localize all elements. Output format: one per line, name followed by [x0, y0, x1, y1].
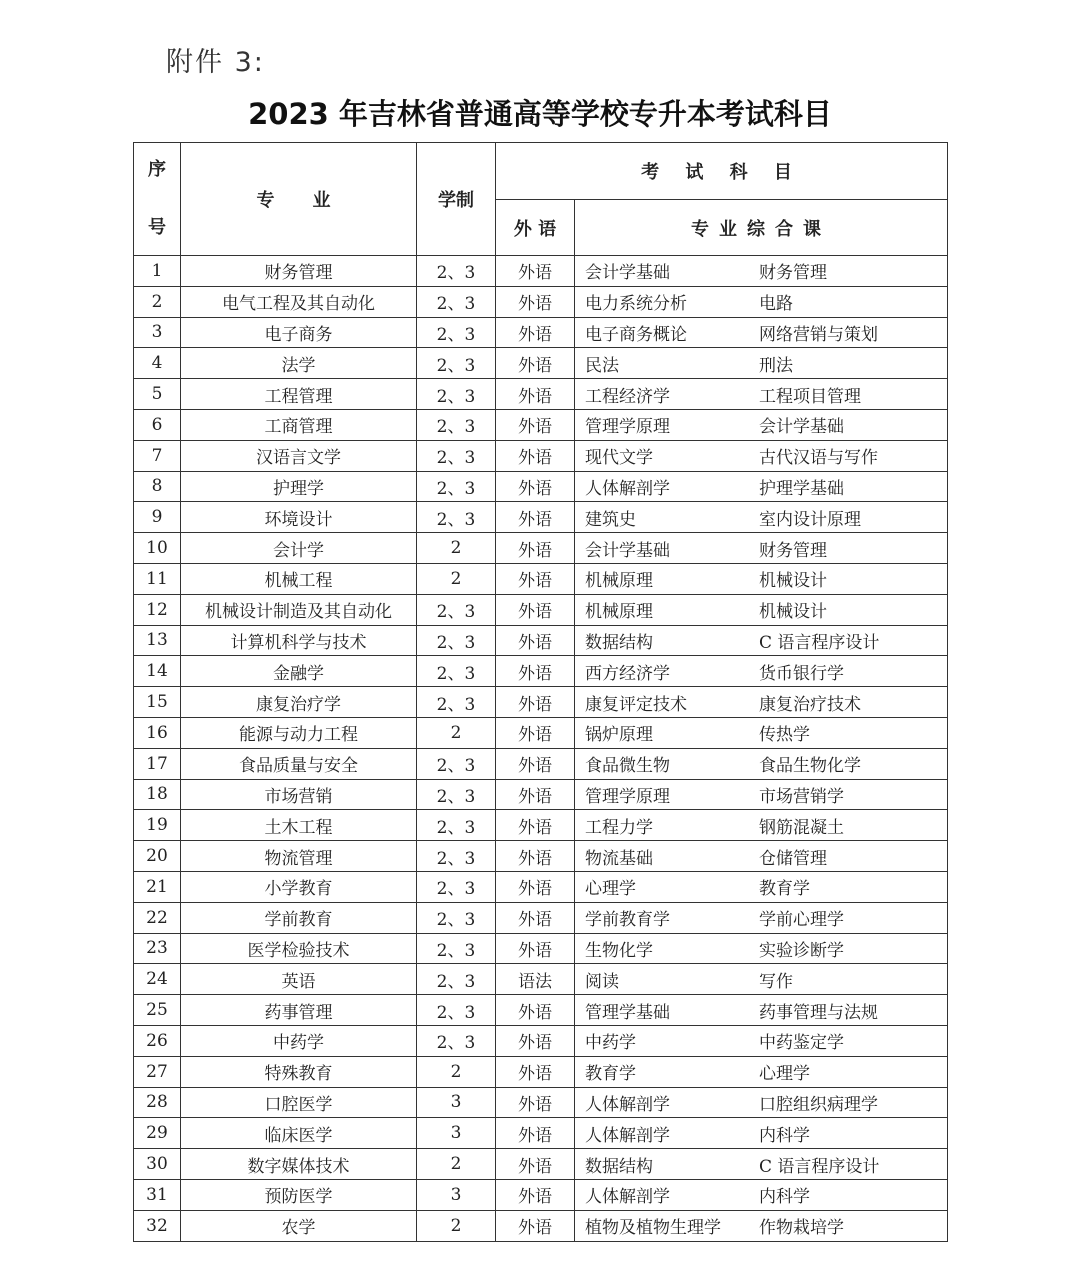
study-duration: 2、3	[417, 841, 496, 872]
comprehensive-subjects	[575, 1179, 948, 1210]
study-duration: 2	[417, 1149, 496, 1180]
study-duration: 2、3	[417, 656, 496, 687]
subject-one: 锅炉原理	[585, 725, 653, 746]
comprehensive-subjects	[575, 933, 948, 964]
major-name: 预防医学	[181, 1179, 417, 1210]
subject-one: 心理学	[585, 879, 636, 900]
row-number: 5	[134, 379, 181, 410]
study-duration: 2、3	[417, 348, 496, 379]
major-name: 学前教育	[181, 902, 417, 933]
subject-one: 物流基础	[585, 848, 653, 869]
comprehensive-subjects	[575, 1118, 948, 1149]
language-subject: 外语	[496, 748, 575, 779]
language-subject: 外语	[496, 810, 575, 841]
language-subject: 外语	[496, 687, 575, 718]
table-row	[134, 379, 948, 410]
subject-two: 财务管理	[759, 540, 827, 561]
subject-two: 钢筋混凝土	[759, 817, 844, 838]
table-row	[134, 440, 948, 471]
row-number: 30	[134, 1149, 181, 1180]
subject-two: 网络营销与策划	[759, 324, 878, 345]
subject-two: 财务管理	[759, 263, 827, 284]
major-name: 物流管理	[181, 841, 417, 872]
row-number: 14	[134, 656, 181, 687]
comprehensive-subjects	[575, 1056, 948, 1087]
language-subject: 外语	[496, 1149, 575, 1180]
subject-one: 植物及植物生理学	[585, 1218, 721, 1239]
table-row	[134, 471, 948, 502]
major-name: 数字媒体技术	[181, 1149, 417, 1180]
row-number: 16	[134, 717, 181, 748]
table-row	[134, 1056, 948, 1087]
study-duration: 2	[417, 1056, 496, 1087]
study-duration: 2、3	[417, 871, 496, 902]
subject-one: 学前教育学	[585, 910, 670, 931]
table-row	[134, 964, 948, 995]
row-number: 24	[134, 964, 181, 995]
major-name: 食品质量与安全	[181, 748, 417, 779]
major-name: 工商管理	[181, 409, 417, 440]
comprehensive-subjects	[575, 379, 948, 410]
subject-one: 现代文学	[585, 448, 653, 469]
comprehensive-subjects	[575, 902, 948, 933]
comprehensive-subjects	[575, 1025, 948, 1056]
comprehensive-subjects	[575, 810, 948, 841]
subject-two: 内科学	[759, 1187, 810, 1208]
comprehensive-subjects	[575, 871, 948, 902]
subject-two: 康复治疗技术	[759, 694, 861, 715]
header-seq-bottom: 号	[148, 217, 166, 238]
row-number: 19	[134, 810, 181, 841]
header-seq	[134, 143, 181, 256]
language-subject: 外语	[496, 440, 575, 471]
subject-two: 传热学	[759, 725, 810, 746]
subject-two: 作物栽培学	[759, 1218, 844, 1239]
subject-two: C 语言程序设计	[759, 632, 880, 653]
table-row	[134, 810, 948, 841]
comprehensive-subjects	[575, 687, 948, 718]
subject-one: 人体解剖学	[585, 1125, 670, 1146]
study-duration: 2	[417, 533, 496, 564]
language-subject: 外语	[496, 563, 575, 594]
table-row	[134, 995, 948, 1026]
language-subject: 外语	[496, 1210, 575, 1241]
subject-two: 中药鉴定学	[759, 1033, 844, 1054]
study-duration: 2、3	[417, 748, 496, 779]
row-number: 21	[134, 871, 181, 902]
study-duration: 2、3	[417, 286, 496, 317]
language-subject: 外语	[496, 625, 575, 656]
comprehensive-subjects	[575, 317, 948, 348]
row-number: 12	[134, 594, 181, 625]
comprehensive-subjects	[575, 471, 948, 502]
subject-two: 学前心理学	[759, 910, 844, 931]
header-comprehensive: 专业综合课	[575, 200, 948, 256]
major-name: 药事管理	[181, 995, 417, 1026]
language-subject: 外语	[496, 933, 575, 964]
row-number: 20	[134, 841, 181, 872]
header-foreign-language: 外 语	[496, 200, 575, 256]
row-number: 6	[134, 409, 181, 440]
subject-one: 人体解剖学	[585, 1094, 670, 1115]
language-subject: 外语	[496, 656, 575, 687]
subject-one: 数据结构	[585, 632, 653, 653]
study-duration: 3	[417, 1118, 496, 1149]
subject-one: 数据结构	[585, 1156, 653, 1177]
row-number: 11	[134, 563, 181, 594]
major-name: 计算机科学与技术	[181, 625, 417, 656]
comprehensive-subjects	[575, 533, 948, 564]
header-duration: 学制	[417, 143, 496, 256]
comprehensive-subjects	[575, 841, 948, 872]
table-row	[134, 1087, 948, 1118]
row-number: 26	[134, 1025, 181, 1056]
major-name: 英语	[181, 964, 417, 995]
subject-one: 建筑史	[585, 509, 636, 530]
study-duration: 2	[417, 717, 496, 748]
subject-two: 实验诊断学	[759, 940, 844, 961]
subject-two: 刑法	[759, 355, 793, 376]
study-duration: 2、3	[417, 995, 496, 1026]
table-row	[134, 1025, 948, 1056]
row-number: 25	[134, 995, 181, 1026]
language-subject: 外语	[496, 256, 575, 287]
subject-one: 工程力学	[585, 817, 653, 838]
comprehensive-subjects	[575, 286, 948, 317]
table-row	[134, 687, 948, 718]
table-row	[134, 902, 948, 933]
major-name: 医学检验技术	[181, 933, 417, 964]
comprehensive-subjects	[575, 502, 948, 533]
language-subject: 外语	[496, 502, 575, 533]
comprehensive-subjects	[575, 594, 948, 625]
row-number: 8	[134, 471, 181, 502]
row-number: 31	[134, 1179, 181, 1210]
table-row	[134, 1179, 948, 1210]
subject-one: 机械原理	[585, 571, 653, 592]
comprehensive-subjects	[575, 625, 948, 656]
table-row	[134, 779, 948, 810]
subject-one: 食品微生物	[585, 756, 670, 777]
language-subject: 外语	[496, 286, 575, 317]
major-name: 机械工程	[181, 563, 417, 594]
study-duration: 3	[417, 1087, 496, 1118]
exam-subjects-table	[133, 142, 948, 1242]
major-name: 土木工程	[181, 810, 417, 841]
major-name: 能源与动力工程	[181, 717, 417, 748]
table-row	[134, 1149, 948, 1180]
subject-one: 机械原理	[585, 602, 653, 623]
comprehensive-subjects	[575, 656, 948, 687]
subject-two: 古代汉语与写作	[759, 448, 878, 469]
study-duration: 2、3	[417, 810, 496, 841]
row-number: 7	[134, 440, 181, 471]
subject-two: 内科学	[759, 1125, 810, 1146]
study-duration: 2、3	[417, 687, 496, 718]
major-name: 康复治疗学	[181, 687, 417, 718]
language-subject: 外语	[496, 1179, 575, 1210]
row-number: 27	[134, 1056, 181, 1087]
subject-one: 工程经济学	[585, 386, 670, 407]
study-duration: 2、3	[417, 933, 496, 964]
study-duration: 2、3	[417, 317, 496, 348]
subject-one: 人体解剖学	[585, 1187, 670, 1208]
subject-one: 电子商务概论	[585, 324, 687, 345]
subject-two: 心理学	[759, 1064, 810, 1085]
study-duration: 2、3	[417, 779, 496, 810]
study-duration: 2、3	[417, 409, 496, 440]
study-duration: 2、3	[417, 1025, 496, 1056]
major-name: 市场营销	[181, 779, 417, 810]
major-name: 金融学	[181, 656, 417, 687]
language-subject: 外语	[496, 841, 575, 872]
study-duration: 2、3	[417, 902, 496, 933]
language-subject: 外语	[496, 779, 575, 810]
row-number: 13	[134, 625, 181, 656]
row-number: 32	[134, 1210, 181, 1241]
language-subject: 外语	[496, 717, 575, 748]
subject-two: C 语言程序设计	[759, 1156, 880, 1177]
table-row	[134, 748, 948, 779]
study-duration: 2、3	[417, 625, 496, 656]
major-name: 法学	[181, 348, 417, 379]
table-row	[134, 348, 948, 379]
page-title: 2023 年吉林省普通高等学校专升本考试科目	[248, 97, 832, 131]
row-number: 15	[134, 687, 181, 718]
language-subject: 外语	[496, 594, 575, 625]
table-row	[134, 656, 948, 687]
language-subject: 外语	[496, 1025, 575, 1056]
language-subject: 外语	[496, 871, 575, 902]
major-name: 护理学	[181, 471, 417, 502]
subject-two: 货币银行学	[759, 663, 844, 684]
comprehensive-subjects	[575, 995, 948, 1026]
row-number: 4	[134, 348, 181, 379]
language-subject: 外语	[496, 471, 575, 502]
language-subject: 语法	[496, 964, 575, 995]
row-number: 23	[134, 933, 181, 964]
language-subject: 外语	[496, 379, 575, 410]
language-subject: 外语	[496, 409, 575, 440]
comprehensive-subjects	[575, 256, 948, 287]
table-row	[134, 256, 948, 287]
subject-one: 人体解剖学	[585, 478, 670, 499]
comprehensive-subjects	[575, 409, 948, 440]
row-number: 29	[134, 1118, 181, 1149]
major-name: 电子商务	[181, 317, 417, 348]
header-exam-subjects: 考 试 科 目	[496, 143, 948, 200]
major-name: 机械设计制造及其自动化	[181, 594, 417, 625]
study-duration: 3	[417, 1179, 496, 1210]
table-row	[134, 563, 948, 594]
language-subject: 外语	[496, 1087, 575, 1118]
subject-two: 写作	[759, 971, 793, 992]
subject-two: 食品生物化学	[759, 756, 861, 777]
table-row	[134, 317, 948, 348]
table-row	[134, 409, 948, 440]
table-row	[134, 717, 948, 748]
subject-two: 仓储管理	[759, 848, 827, 869]
study-duration: 2	[417, 1210, 496, 1241]
major-name: 汉语言文学	[181, 440, 417, 471]
table-row	[134, 1210, 948, 1241]
row-number: 9	[134, 502, 181, 533]
subject-one: 管理学原理	[585, 417, 670, 438]
subject-one: 电力系统分析	[585, 294, 687, 315]
subject-two: 护理学基础	[759, 478, 844, 499]
subject-two: 教育学	[759, 879, 810, 900]
study-duration: 2、3	[417, 256, 496, 287]
comprehensive-subjects	[575, 440, 948, 471]
row-number: 28	[134, 1087, 181, 1118]
table-row	[134, 841, 948, 872]
major-name: 小学教育	[181, 871, 417, 902]
major-name: 会计学	[181, 533, 417, 564]
study-duration: 2、3	[417, 379, 496, 410]
table-row	[134, 1118, 948, 1149]
study-duration: 2、3	[417, 964, 496, 995]
table-row	[134, 933, 948, 964]
subject-one: 康复评定技术	[585, 694, 687, 715]
language-subject: 外语	[496, 1118, 575, 1149]
subject-one: 中药学	[585, 1033, 636, 1054]
study-duration: 2、3	[417, 502, 496, 533]
subject-two: 室内设计原理	[759, 509, 861, 530]
language-subject: 外语	[496, 348, 575, 379]
subject-one: 管理学基础	[585, 1002, 670, 1023]
study-duration: 2、3	[417, 440, 496, 471]
comprehensive-subjects	[575, 717, 948, 748]
major-name: 财务管理	[181, 256, 417, 287]
major-name: 工程管理	[181, 379, 417, 410]
comprehensive-subjects	[575, 348, 948, 379]
major-name: 电气工程及其自动化	[181, 286, 417, 317]
row-number: 3	[134, 317, 181, 348]
comprehensive-subjects	[575, 563, 948, 594]
table-row	[134, 625, 948, 656]
header-major: 专 业	[181, 143, 417, 256]
subject-two: 口腔组织病理学	[759, 1094, 878, 1115]
comprehensive-subjects	[575, 964, 948, 995]
table-row	[134, 594, 948, 625]
attachment-label: 附件 3:	[166, 47, 265, 78]
subject-one: 生物化学	[585, 940, 653, 961]
row-number: 18	[134, 779, 181, 810]
major-name: 特殊教育	[181, 1056, 417, 1087]
row-number: 22	[134, 902, 181, 933]
table-row	[134, 533, 948, 564]
study-duration: 2、3	[417, 471, 496, 502]
language-subject: 外语	[496, 1056, 575, 1087]
subject-two: 会计学基础	[759, 417, 844, 438]
language-subject: 外语	[496, 317, 575, 348]
subject-two: 电路	[759, 294, 793, 315]
table-row	[134, 286, 948, 317]
subject-two: 工程项目管理	[759, 386, 861, 407]
subject-two: 机械设计	[759, 571, 827, 592]
major-name: 临床医学	[181, 1118, 417, 1149]
major-name: 中药学	[181, 1025, 417, 1056]
language-subject: 外语	[496, 902, 575, 933]
table-row	[134, 871, 948, 902]
comprehensive-subjects	[575, 748, 948, 779]
comprehensive-subjects	[575, 1149, 948, 1180]
subject-two: 市场营销学	[759, 786, 844, 807]
subject-one: 会计学基础	[585, 263, 670, 284]
major-name: 环境设计	[181, 502, 417, 533]
row-number: 1	[134, 256, 181, 287]
language-subject: 外语	[496, 533, 575, 564]
study-duration: 2	[417, 563, 496, 594]
major-name: 口腔医学	[181, 1087, 417, 1118]
row-number: 2	[134, 286, 181, 317]
major-name: 农学	[181, 1210, 417, 1241]
comprehensive-subjects	[575, 779, 948, 810]
subject-two: 药事管理与法规	[759, 1002, 878, 1023]
subject-two: 机械设计	[759, 602, 827, 623]
row-number: 17	[134, 748, 181, 779]
subject-one: 西方经济学	[585, 663, 670, 684]
language-subject: 外语	[496, 995, 575, 1026]
comprehensive-subjects	[575, 1087, 948, 1118]
row-number: 10	[134, 533, 181, 564]
study-duration: 2、3	[417, 594, 496, 625]
header-seq-top: 序	[148, 159, 166, 180]
subject-one: 阅读	[585, 971, 619, 992]
subject-one: 会计学基础	[585, 540, 670, 561]
table-row	[134, 502, 948, 533]
comprehensive-subjects	[575, 1210, 948, 1241]
subject-one: 管理学原理	[585, 786, 670, 807]
subject-one: 民法	[585, 355, 619, 376]
subject-one: 教育学	[585, 1064, 636, 1085]
